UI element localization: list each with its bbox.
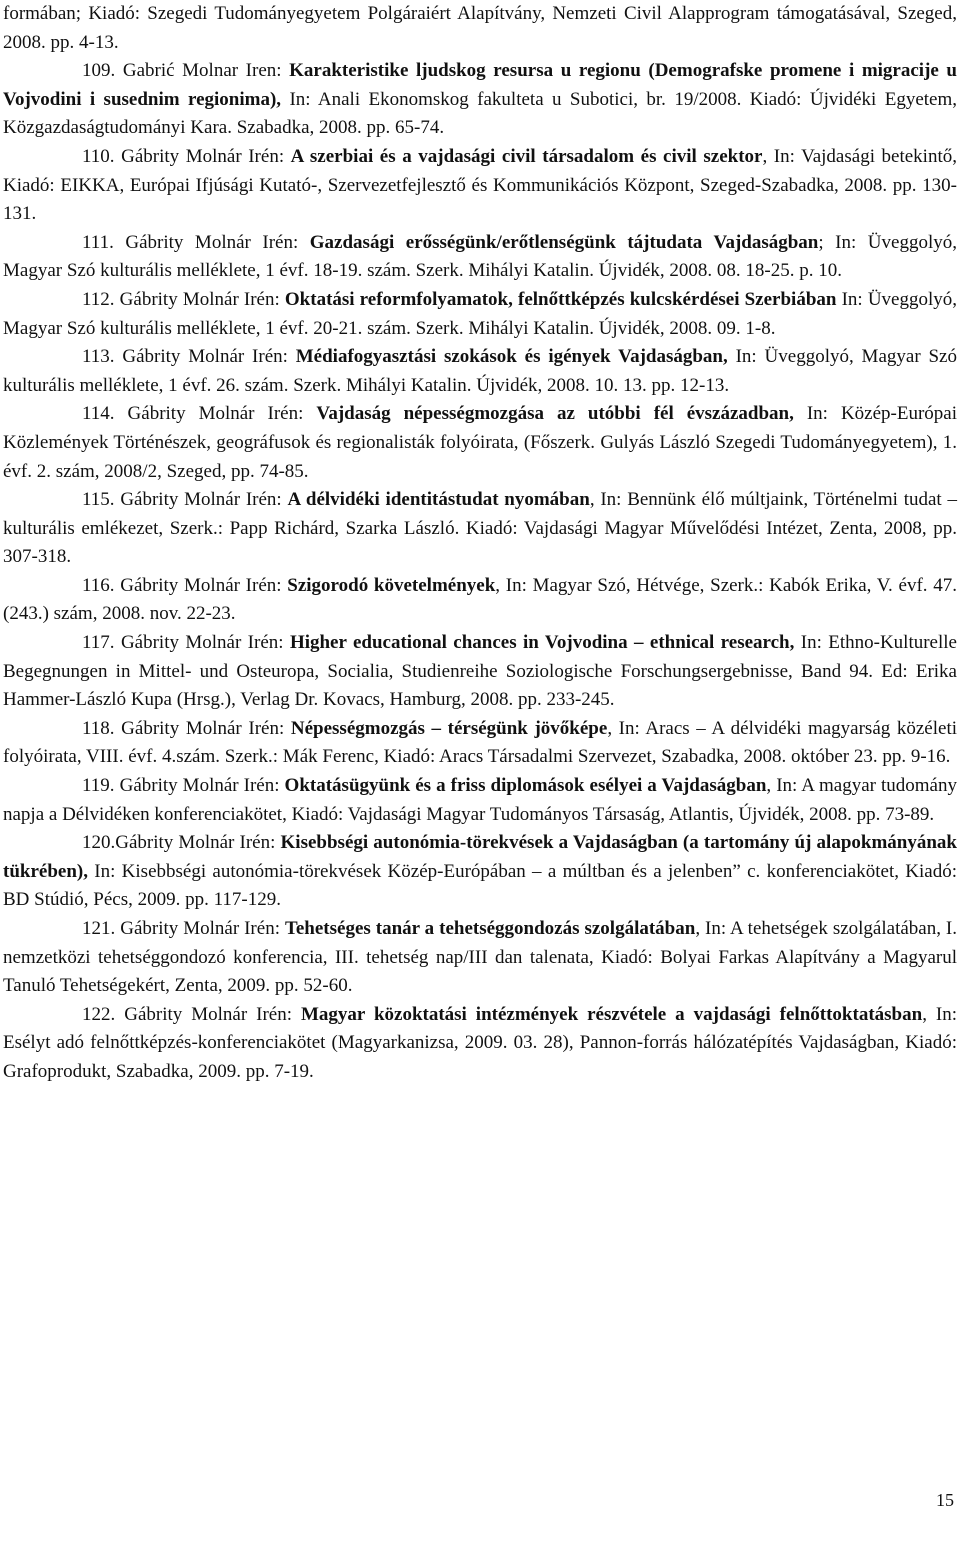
entry-number: 121. (82, 918, 121, 939)
entry-title: Népességmozgás – térségünk jövőképe (290, 717, 608, 739)
entry-number: 120. (82, 832, 116, 854)
entry-number: 119. (82, 775, 120, 797)
entry-author: Gábrity Molnár Irén: (121, 717, 291, 739)
bibliography-entry-112 (3, 286, 957, 343)
entry-rest: In: Anali Ekonomskog fakulteta u Subotici, br. 19/2008. Kiadó: Újvidéki Egyetem, Közgazdaságtudományi Kara. Szabadka, 2008. pp. 65-74. (3, 88, 958, 139)
entry-rest: ; In: Üveggolyó, Magyar Szó kulturális melléklete, 1 évf. 18-19. szám. Szerk. Mihályi Katalin. Újvidék, 2008. 08. 18-25. p. 10. (3, 231, 957, 282)
entry-rest: In: Ethno-Kulturelle Begegnungen in Mittel- und Osteuropa, Socialia, Studienreihe Soziologische Forschungsergebnisse, Band 94. Ed: Erika Hammer-László Kupa (Hrsg.), Verlag Dr. Kovacs, Hamburg, 2008. pp. 233-245. (3, 632, 957, 711)
entry-rest: , In: Bennünk élő múltjaink, Történelmi tudat – kulturális emlékezet, Szerk.: Papp Richárd, Szarka László. Kiadó: Vajdasági Magyar Művelődési Intézet, Zenta, 2008, pp. 307-318. (3, 489, 957, 568)
entry-title: Szigorodó követelmények (287, 574, 496, 596)
entry-rest: , In: Aracs – A délvidéki magyarság közéleti folyóirata, VIII. évf. 4.szám. Szerk.: Mák Ferenc, Kiadó: Aracs Társadalmi Szervezet, Szabadka, 2008. október 23. pp. 9-16. (3, 717, 958, 768)
entry-rest: , In: A magyar tudomány napja a Délvidéken konferenciakötet, Kiadó: Vajdasági Magyar Tudományos Társaság, Atlantis, Újvidék, 2008. pp. 73-89. (3, 775, 957, 825)
bibliography-entry-109 (3, 57, 957, 143)
bibliography-list (3, 0, 957, 1087)
entry-author: Gábrity Molnár Irén: (121, 145, 291, 167)
entry-rest: , In: Vajdasági betekintő, Kiadó: EIKKA, Európai Ifjúsági Kutató-, Szervezetfejlesztő és Kommunikációs Központ, Szeged-Szabadka, 2008. pp. 130-131. (3, 145, 957, 225)
bibliography-entry-116 (3, 572, 957, 629)
entry-title: Magyar közoktatási intézmények részvétele a vajdasági felnőttoktatásban (300, 1003, 923, 1025)
entry-number: 117. (82, 632, 121, 654)
entry-title: Oktatásügyünk és a friss diplomások esélyei a Vajdaságban (284, 775, 767, 797)
entry-rest: In: Közép-Európai Közlemények Történészek, geográfusok és regionalisták folyóirata, (Főszerk. Gulyás László Szegedi Tudományegyetem), 1. évf. 2. szám, 2008/2, Szeged, pp. 74-85. (3, 403, 957, 482)
bibliography-entry-111 (3, 229, 957, 286)
entry-author: Gábrity Molnár Irén: (122, 346, 296, 368)
entry-author: Gábrity Molnár Irén: (127, 403, 317, 425)
entry-author: Gábrity Molnár Irén: (115, 832, 281, 854)
entry-author: Gábrity Molnár Irén: (120, 632, 290, 654)
entry-author: Gábrity Molnár Irén: (119, 288, 285, 310)
entry-title: A szerbiai és a vajdasági civil társadalom és civil szektor (290, 145, 763, 167)
entry-title: Tehetséges tanár a tehetséggondozás szolgálatában (284, 918, 696, 939)
entry-author: Gábrity Molnár Irén: (120, 918, 285, 939)
entry-number: 122. (82, 1003, 125, 1025)
entry-author: Gábrity Molnár Irén: (120, 574, 288, 596)
bibliography-entry-117 (3, 629, 957, 715)
bibliography-entry-120 (3, 829, 957, 915)
entry-rest: In: Üveggolyó, Magyar Szó kulturális melléklete, 1 évf. 20-21. szám. Szerk. Mihályi Katalin. Újvidék, 2008. 09. 1-8. (3, 288, 958, 339)
entry-author: Gábrity Molnár Irén: (119, 775, 285, 797)
entry-number: 109. (82, 60, 123, 82)
entry-rest: In: Üveggolyó, Magyar Szó kulturális melléklete, 1 évf. 26. szám. Szerk. Mihályi Katalin. Újvidék, 2008. 10. 13. pp. 12-13. (3, 346, 957, 396)
entry-title: Médiafogyasztási szokások és igények Vajdaságban, (295, 346, 728, 368)
entry-number: 114. (82, 403, 128, 425)
bibliography-entry-118 (3, 715, 957, 772)
entry-number: 115. (82, 489, 121, 511)
entry-author: Gábrity Molnár Irén: (125, 231, 310, 253)
entry-number: 116. (82, 574, 121, 596)
bibliography-entry-115 (3, 486, 957, 572)
entry-rest: In: Kisebbségi autonómia-törekvések Közép-Európában – a múltban és a jelenben” c. konferenciakötet, Kiadó: BD Stúdió, Pécs, 2009. pp. 117-129. (3, 860, 957, 911)
entry-rest: , In: A tehetségek szolgálatában, I. nemzetközi tehetséggondozó konferencia, III. tehetség nap/III dan talenata, Kiadó: Bolyai Farkas Alapítvány a Magyarul Tanuló Tehetségekért, Zenta, 2009. pp. 52-60. (3, 918, 958, 997)
entry-title: Kisebbségi autonómia-törekvések a Vajdaságban (a tartomány új alapokmányának tükrében), (3, 832, 957, 882)
entry-title: Higher educational chances in Vojvodina – ethnical research, (289, 632, 795, 654)
entry-title: Vajdaság népességmozgása az utóbbi fél évszázadban, (316, 403, 794, 425)
bibliography-entry-119 (3, 772, 957, 829)
entry-number: 113. (82, 346, 123, 368)
entry-number: 111. (82, 231, 126, 253)
entry-title: A délvidéki identitástudat nyomában (287, 489, 590, 511)
entry-author: Gábrity Molnár Irén: (124, 1003, 301, 1025)
entry-title: Karakteristike ljudskog resursa u regionu (Demografske promene i migracije u Vojvodini i susednim regionima), (3, 60, 957, 110)
bibliography-entry-122 (3, 1001, 957, 1087)
entry-author: Gábrity Molnár Irén: (120, 489, 288, 511)
entry-number: 110. (82, 145, 122, 167)
entry-title: Gazdasági erősségünk/erőtlenségünk tájtudata Vajdaságban (309, 231, 819, 253)
entry-author: Gabrić Molnar Iren: (122, 60, 290, 82)
page-number: 15 (936, 1490, 954, 1510)
entry-rest: formában; Kiadó: Szegedi Tudományegyetem Polgáraiért Alapítvány, Nemzeti Civil Alapprogram támogatásával, Szeged, 2008. pp. 4-13. (3, 3, 957, 53)
entry-title: Oktatási reformfolyamatok, felnőttképzés kulcskérdései Szerbiában (284, 288, 837, 310)
bibliography-entry-113 (3, 343, 957, 400)
entry-number: 112. (82, 288, 120, 310)
bibliography-entry-114 (3, 400, 957, 486)
entry-number: 118. (82, 717, 122, 739)
bibliography-entry-121 (3, 915, 957, 1001)
bibliography-entry-110 (3, 143, 957, 229)
bibliography-entry-108-continued (3, 0, 957, 57)
entry-rest: , In: Magyar Szó, Hétvége, Szerk.: Kabók Erika, V. évf. 47. (243.) szám, 2008. nov. 22-23. (3, 574, 957, 625)
entry-rest: , In: Esélyt adó felnőttképzés-konferenciakötet (Magyarkanizsa, 2009. 03. 28), Pannon-forrás hálózatépítés Vajdaságban, Kiadó: Grafoprodukt, Szabadka, 2009. pp. 7-19. (3, 1003, 958, 1082)
